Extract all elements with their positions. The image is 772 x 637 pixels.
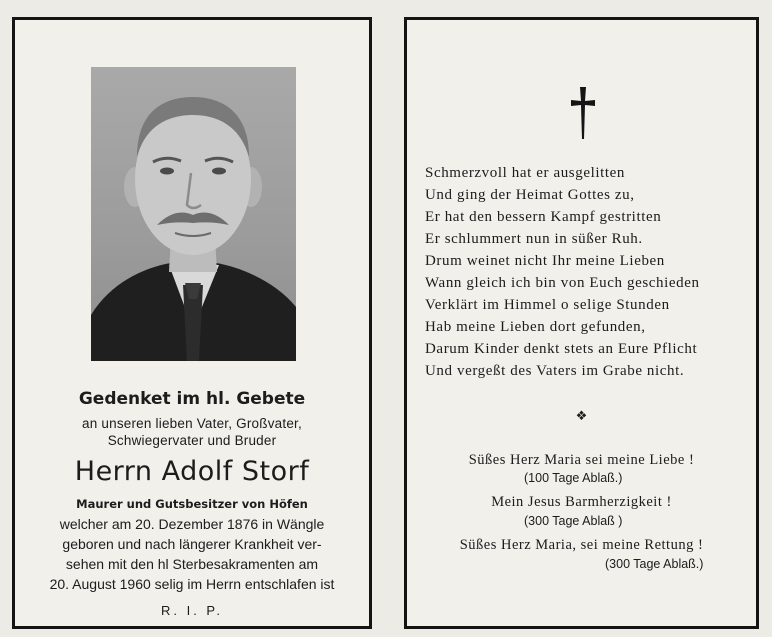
biography-line: welcher am 20. Dezember 1876 in Wängle [59,516,325,532]
occupation-line: Maurer und Gutsbesitzer von Höfen [76,497,308,511]
indulgence-note: (300 Tage Ablaß ) [524,514,623,528]
intro-line: Schwiegervater und Bruder [107,433,277,448]
biography-line: geboren und nach längerer Krankheit ver- [62,536,322,552]
biography-line: 20. August 1960 selig im Herrn entschlafen ist [49,576,335,592]
ornament-icon: ❖ [575,409,588,424]
verse-line: Er hat den bessern Kampf gestritten [425,209,662,225]
indulgence-note: (300 Tage Ablaß.) [605,557,704,571]
memorial-card-right [404,17,759,629]
indulgence-note: (100 Tage Ablaß.) [524,471,623,485]
memorial-title: Gedenket im hl. Gebete [78,389,306,409]
rip-closing: R. I. P. [160,603,224,618]
prayer-line: Süßes Herz Maria sei meine Liebe ! [468,452,695,468]
verse-line: Er schlummert nun in süßer Ruh. [425,231,643,247]
cross-icon [570,87,596,139]
verse-line: Verklärt im Himmel o selige Stunden [425,297,670,313]
verse-line: Schmerzvoll hat er ausgelitten [425,165,626,181]
memorial-card-left [12,17,372,629]
portrait-photo [91,67,296,361]
deceased-name: Herrn Adolf Storf [74,456,310,487]
intro-line: an unseren lieben Vater, Großvater, [82,416,302,431]
verse-line: Darum Kinder denkt stets an Eure Pflicht [425,341,698,357]
verse-line: Drum weinet nicht Ihr meine Lieben [425,253,665,269]
verse-line: Hab meine Lieben dort gefunden, [425,319,646,335]
verse-line: Und vergeßt des Vaters im Grabe nicht. [425,363,685,379]
verse-line: Und ging der Heimat Gottes zu, [425,187,635,203]
biography-line: sehen mit den hl Sterbesakramenten am [65,556,319,572]
verse-line: Wann gleich ich bin von Euch geschieden [425,275,700,291]
prayer-line: Süßes Herz Maria, sei meine Rettung ! [459,537,704,553]
prayer-line: Mein Jesus Barmherzigkeit ! [491,494,672,510]
